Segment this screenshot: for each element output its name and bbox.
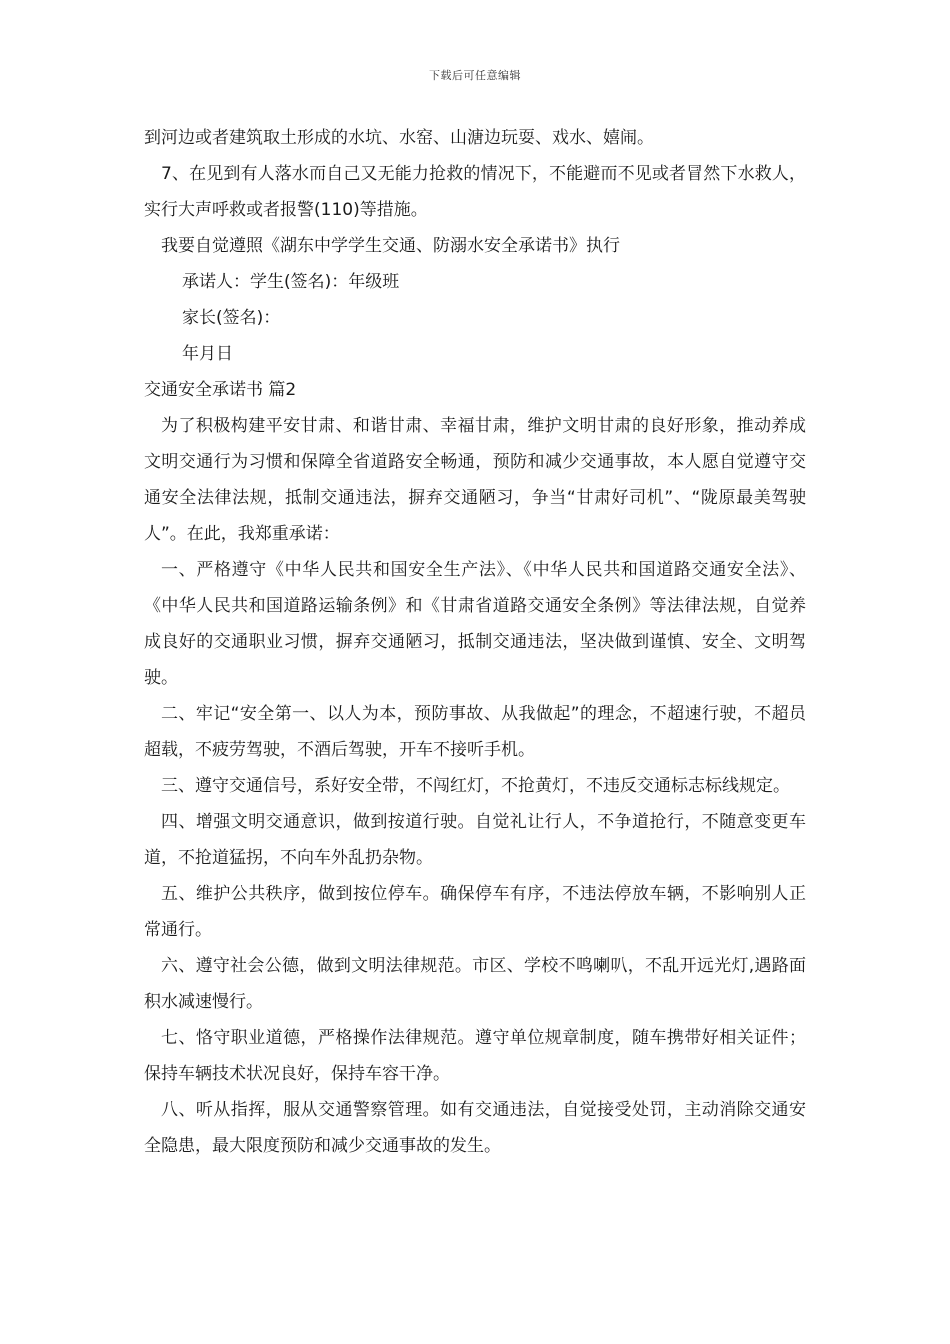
pledge-item-1: 一、严格遵守《中华人民共和国安全生产法》、《中华人民共和国道路交通安全法》、《中华人民共和国道路运输条例》和《甘肃省道路交通安全条例》等法律法规，自觉养成良好的交通职业习惯，摒弃交通陋习，抵制交通违法，坚决做到谨慎、安全、文明驾驶。 — [144, 560, 806, 688]
pledge-item-5: 五、维护公共秩序，做到按位停车。确保停车有序，不违法停放车辆，不影响别人正常通行。 — [144, 884, 806, 940]
section-title: 交通安全承诺书 篇2 — [144, 380, 297, 400]
paragraph-intro: 为了积极构建平安甘肃、和谐甘肃、幸福甘肃，维护文明甘肃的良好形象，推动养成文明交通行为习惯和保障全省道路安全畅通，预防和减少交通事故，本人愿自觉遵守交通安全法律法规，抵制交通违法，摒弃交通陋习，争当“甘肃好司机”、“陇原最美驾驶人”。在此，我郑重承诺： — [144, 416, 806, 544]
signature-date: 年月日 — [182, 344, 233, 364]
signature-parent: 家长(签名)： — [182, 308, 281, 328]
paragraph-item-7: 7、在见到有人落水而自己又无能力抢救的情况下，不能避而不见或者冒然下水救人，实行大声呼救或者报警(110)等措施。 — [144, 164, 806, 220]
pledge-item-8: 八、听从指挥，服从交通警察管理。如有交通违法，自觉接受处罚，主动消除交通安全隐患，最大限度预防和减少交通事故的发生。 — [144, 1100, 806, 1156]
page-header-note: 下载后可任意编辑 — [429, 69, 521, 82]
signature-student: 承诺人：学生(签名)：年级班 — [182, 272, 400, 292]
paragraph-pledge: 我要自觉遵照《湖东中学学生交通、防溺水安全承诺书》执行 — [161, 236, 620, 256]
paragraph-continuation: 到河边或者建筑取土形成的水坑、水窑、山溏边玩耍、戏水、嬉闹。 — [144, 128, 654, 148]
pledge-item-3: 三、遵守交通信号，系好安全带，不闯红灯，不抢黄灯，不违反交通标志标线规定。 — [161, 776, 790, 796]
pledge-item-6: 六、遵守社会公德，做到文明法律规范。市区、学校不鸣喇叭，不乱开远光灯,遇路面积水减速慢行。 — [144, 956, 806, 1012]
document-body — [144, 120, 806, 1164]
pledge-item-4: 四、增强文明交通意识，做到按道行驶。自觉礼让行人，不争道抢行，不随意变更车道，不抢道猛拐，不向车外乱扔杂物。 — [144, 812, 806, 868]
pledge-item-2: 二、牢记“安全第一、以人为本，预防事故、从我做起”的理念，不超速行驶，不超员超载，不疲劳驾驶，不酒后驾驶，开车不接听手机。 — [144, 704, 806, 760]
pledge-item-7: 七、恪守职业道德，严格操作法律规范。遵守单位规章制度，随车携带好相关证件；保持车辆技术状况良好，保持车容干净。 — [144, 1028, 806, 1084]
